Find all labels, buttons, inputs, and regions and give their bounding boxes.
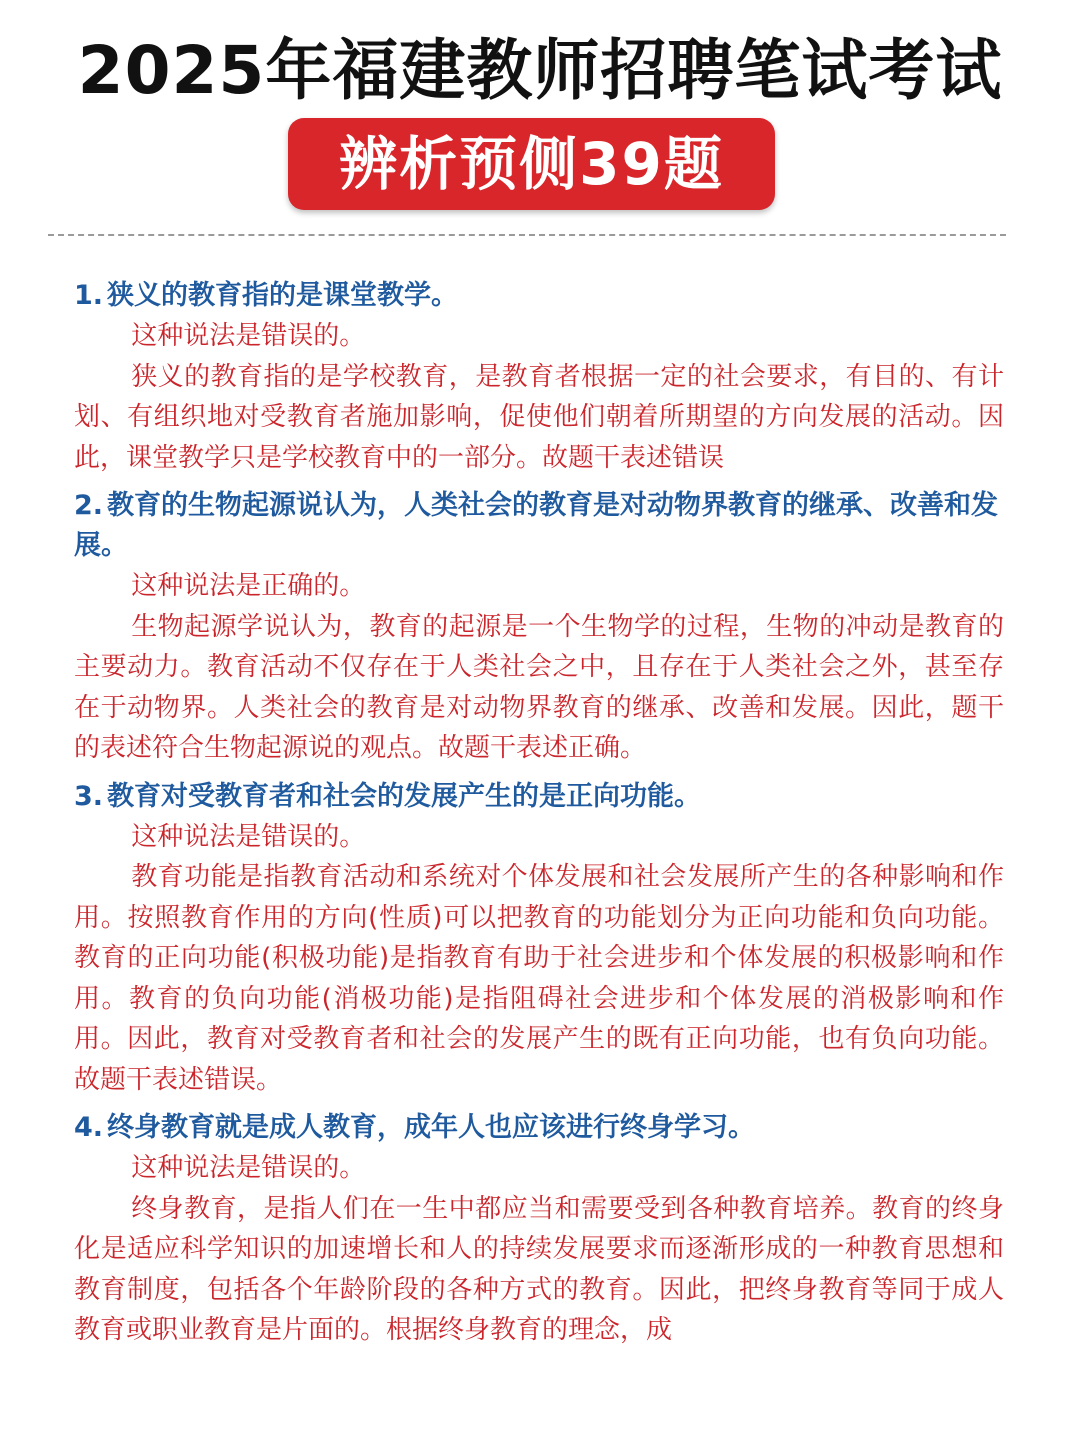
question-number: 4. xyxy=(74,1112,104,1143)
subtitle-badge: 辨析预侧39题 xyxy=(288,118,775,210)
question-list xyxy=(74,270,1004,1435)
question-text: 终身教育就是成人教育，成年人也应该进行终身学习。 xyxy=(107,1112,756,1143)
question-heading-3 xyxy=(74,777,1004,817)
question-number: 1. xyxy=(74,280,104,311)
question-heading-2 xyxy=(74,486,1004,566)
answer-verdict-1: 这种说法是错误的。 xyxy=(131,321,366,351)
answer-explanation-2: 生物起源学说认为，教育的起源是一个生物学的过程，生物的冲动是教育的主要动力。教育活动不仅存在于人类社会之中，且存在于人类社会之外，甚至存在于动物界。人类社会的教育是对动物界教育的继承、改善和发展。因此，题干的表述符合生物起源说的观点。故题干表述正确。 xyxy=(74,611,1004,763)
page-title: 2025年福建教师招聘笔试考试 xyxy=(77,32,1003,109)
question-text: 狭义的教育指的是课堂教学。 xyxy=(107,280,459,311)
question-number: 2. xyxy=(74,490,104,521)
question-heading-1 xyxy=(74,276,1004,316)
answer-verdict-2: 这种说法是正确的。 xyxy=(131,571,366,601)
answer-explanation-4: 终身教育，是指人们在一生中都应当和需要受到各种教育培养。教育的终身化是适应科学知识的加速增长和人的持续发展要求而逐渐形成的一种教育思想和教育制度，包括各个年龄阶段的各种方式的教育。因此，把终身教育等同于成人教育或职业教育是片面的。根据终身教育的理念，成 xyxy=(74,1193,1004,1345)
answer-verdict-4: 这种说法是错误的。 xyxy=(131,1153,366,1183)
question-heading-4 xyxy=(74,1108,1004,1148)
question-text: 教育的生物起源说认为，人类社会的教育是对动物界教育的继承、改善和发展。 xyxy=(74,490,999,561)
dashed-divider xyxy=(48,234,1006,236)
question-number: 3. xyxy=(74,780,104,812)
answer-explanation-3: 教育功能是指教育活动和系统对个体发展和社会发展所产生的各种影响和作用。按照教育作用的方向(性质)可以把教育的功能划分为正向功能和负向功能。教育的正向功能(积极功能)是指教育有助于社会进步和个体发展的积极影响和作用。教育的负向功能(消极功能)是指阻碍社会进步和个体发展的消极影响和作用。因此，教育对受教育者和社会的发展产生的既有正向功能，也有负向功能。故题干表述错误。 xyxy=(74,862,1004,1095)
header xyxy=(0,0,1080,240)
question-text: 教育对受教育者和社会的发展产生的是正向功能。 xyxy=(107,780,702,812)
answer-explanation-1: 狭义的教育指的是学校教育，是教育者根据一定的社会要求，有目的、有计划、有组织地对受教育者施加影响，促使他们朝着所期望的方向发展的活动。因此，课堂教学只是学校教育中的一部分。故题干表述错误 xyxy=(74,361,1004,473)
answer-verdict-3: 这种说法是错误的。 xyxy=(131,821,366,852)
